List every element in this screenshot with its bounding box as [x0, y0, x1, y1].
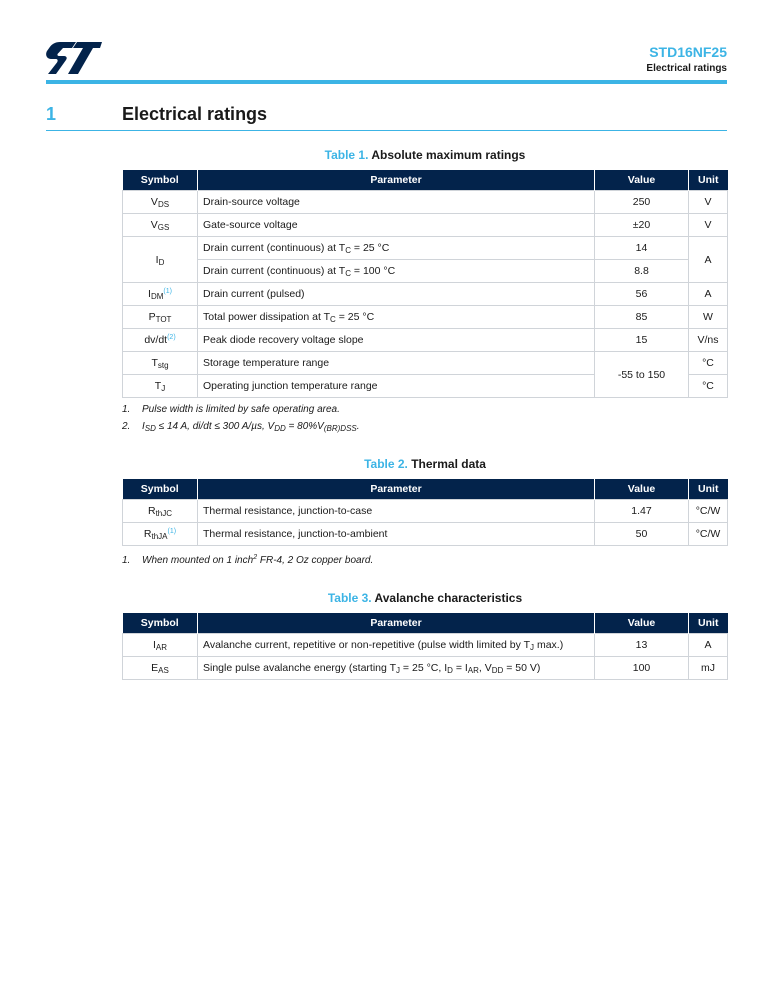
parameter-cell: Operating junction temperature range: [198, 375, 595, 398]
col-unit: Unit: [689, 613, 728, 634]
table-row: [123, 260, 728, 283]
symbol-cell: $T_{stg}$: [123, 352, 198, 375]
col-unit: Unit: [689, 170, 728, 191]
table2-header-row: [123, 479, 728, 500]
unit-cell: °C: [689, 375, 728, 398]
parameter-cell: Gate-source voltage: [198, 214, 595, 237]
parameter-cell: Storage temperature range: [198, 352, 595, 375]
table3-header-row: [123, 613, 728, 634]
table-row: [123, 352, 728, 375]
value-cell: 85: [595, 306, 689, 329]
parameter-cell: Thermal resistance, junction-to-ambient: [198, 523, 595, 546]
footnote-ref: (1): [163, 288, 172, 295]
unit-cell: V/ns: [689, 329, 728, 352]
header-rule: [46, 80, 727, 84]
table2-title: Thermal data: [411, 457, 486, 471]
table2-notes: [122, 552, 728, 569]
parameter-cell: Single pulse avalanche energy (starting $T_J = 25$ °C, $I_D = I_{AR}$, $V_{DD} = 50$ V): [198, 657, 595, 680]
unit-cell: °C: [689, 352, 728, 375]
header-subtitle: Electrical ratings: [646, 63, 727, 74]
symbol-cell: $I_{AR}$: [123, 634, 198, 657]
table-row: [123, 634, 728, 657]
symbol-cell: dv/dt$^{(2)}$: [123, 329, 198, 352]
table1-caption: [122, 148, 728, 162]
col-symbol: Symbol: [123, 613, 198, 634]
value-cell: 13: [595, 634, 689, 657]
table-row: [123, 283, 728, 306]
value-cell: 15: [595, 329, 689, 352]
parameter-cell: Drain current (continuous) at $T_C = 25$ °C: [198, 237, 595, 260]
symbol-cell: $E_{AS}$: [123, 657, 198, 680]
unit-cell: A: [689, 283, 728, 306]
parameter-cell: Drain current (continuous) at $T_C = 100$ °C: [198, 260, 595, 283]
footnote: 1. Pulse width is limited by safe operating area.: [122, 404, 340, 415]
col-value: Value: [595, 170, 689, 191]
table1-notes: [122, 401, 728, 435]
table-row: [123, 500, 728, 523]
col-parameter: Parameter: [198, 613, 595, 634]
parameter-cell: Peak diode recovery voltage slope: [198, 329, 595, 352]
symbol-cell: $I_D$: [123, 237, 198, 283]
value-cell: ±20: [595, 214, 689, 237]
table-row: [123, 214, 728, 237]
footnote: 1. When mounted on 1 inch$^2$ FR-4, 2 Oz copper board.: [122, 554, 374, 566]
table3-title: Avalanche characteristics: [374, 591, 523, 605]
symbol-cell: $T_J$: [123, 375, 198, 398]
parameter-cell: Drain-source voltage: [198, 191, 595, 214]
unit-cell: V: [689, 214, 728, 237]
unit-cell: °C/W: [689, 523, 728, 546]
section-number: 1: [46, 104, 57, 124]
col-value: Value: [595, 479, 689, 500]
value-cell: 50: [595, 523, 689, 546]
value-cell: 100: [595, 657, 689, 680]
table1-label: Table 1.: [324, 148, 369, 162]
footnote: 2. $I_{SD} \le 14$ A, di/dt ≤ 300 A/µs, $V_{DD} = 80\%V_{(BR)DSS}$.: [122, 421, 360, 433]
symbol-cell: $I_{DM}^{(1)}$: [123, 283, 198, 306]
table1-title: Absolute maximum ratings: [371, 148, 526, 162]
symbol-cell: $R_{thJA}^{(1)}$: [123, 523, 198, 546]
unit-cell: W: [689, 306, 728, 329]
unit-cell: mJ: [689, 657, 728, 680]
unit-cell: A: [689, 634, 728, 657]
table-row: [123, 523, 728, 546]
symbol-cell: $V_{DS}$: [123, 191, 198, 214]
table1-absolute-max-ratings: [122, 170, 728, 398]
footnote-ref: (2): [167, 334, 176, 341]
table2-label: Table 2.: [364, 457, 408, 471]
col-parameter: Parameter: [198, 170, 595, 191]
symbol-cell: $P_{TOT}$: [123, 306, 198, 329]
col-value: Value: [595, 613, 689, 634]
table2-caption: [122, 457, 728, 471]
section-title: Electrical ratings: [122, 104, 268, 124]
unit-cell: V: [689, 191, 728, 214]
col-symbol: Symbol: [123, 479, 198, 500]
col-unit: Unit: [689, 479, 728, 500]
unit-cell: °C/W: [689, 500, 728, 523]
value-cell: 56: [595, 283, 689, 306]
value-cell: 1.47: [595, 500, 689, 523]
symbol-cell: $V_{GS}$: [123, 214, 198, 237]
table-row: [123, 657, 728, 680]
table3-caption: [122, 591, 728, 605]
st-logo-icon: [46, 42, 102, 74]
col-symbol: Symbol: [123, 170, 198, 191]
value-cell: 14: [595, 237, 689, 260]
parameter-cell: Drain current (pulsed): [198, 283, 595, 306]
symbol-cell: $R_{thJC}$: [123, 500, 198, 523]
table-row: [123, 191, 728, 214]
section-rule: [46, 130, 727, 131]
table3-label: Table 3.: [327, 591, 372, 605]
table-row: [123, 306, 728, 329]
parameter-cell: Avalanche current, repetitive or non-repetitive (pulse width limited by $T_J$ max.): [198, 634, 595, 657]
table2-thermal-data: [122, 479, 728, 546]
col-parameter: Parameter: [198, 479, 595, 500]
value-cell: 250: [595, 191, 689, 214]
table-row: [123, 329, 728, 352]
footnote-ref: (1): [167, 528, 177, 535]
table-row: [123, 237, 728, 260]
document-id: STD16NF25: [649, 44, 727, 60]
table3-avalanche-characteristics: [122, 613, 728, 680]
value-cell: -55 to 150: [595, 352, 689, 398]
table1-header-row: [123, 170, 728, 191]
parameter-cell: Thermal resistance, junction-to-case: [198, 500, 595, 523]
unit-cell: A: [689, 237, 728, 283]
parameter-cell: Total power dissipation at $T_C = 25$ °C: [198, 306, 595, 329]
value-cell: 8.8: [595, 260, 689, 283]
